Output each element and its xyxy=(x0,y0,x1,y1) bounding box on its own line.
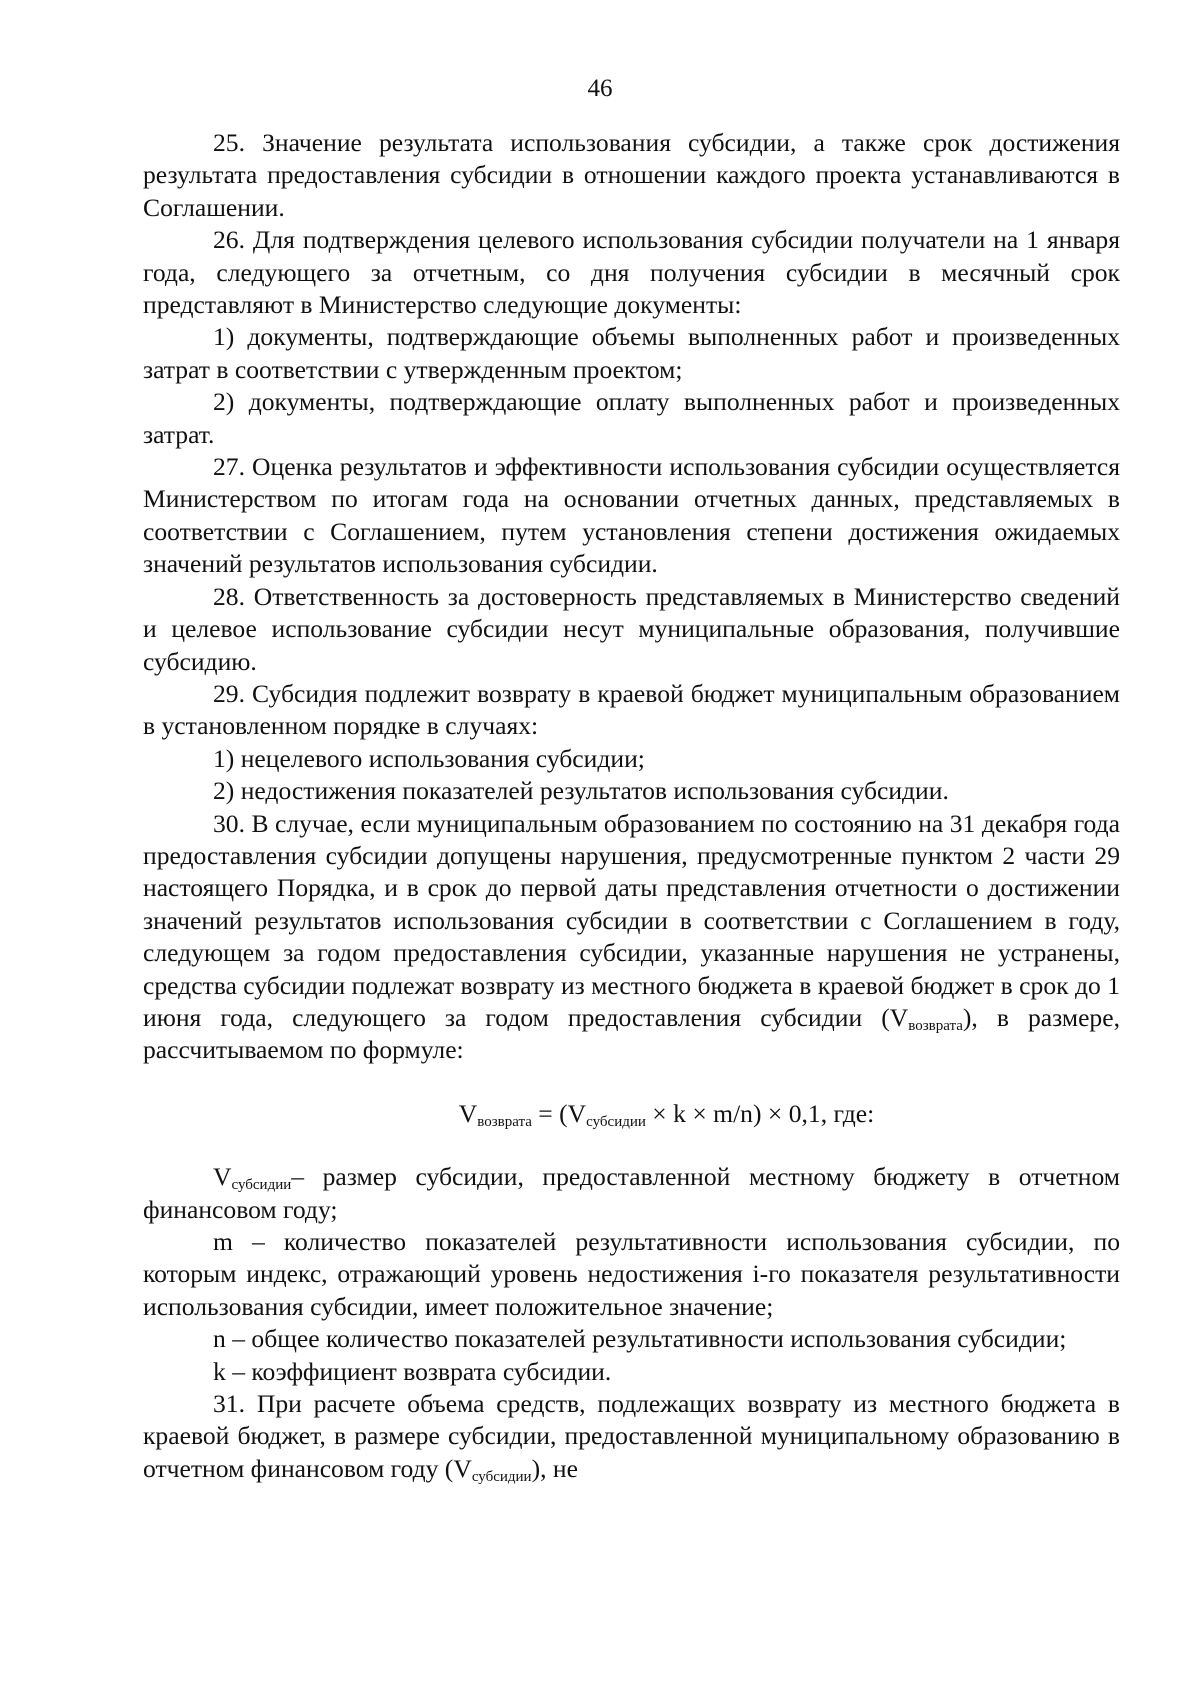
definition-v-subsidy xyxy=(143,1161,1120,1226)
definition-n: n – общее количество показателей результативности использования субсидии; xyxy=(213,1324,1067,1354)
formula-v: V xyxy=(458,1098,478,1128)
paragraph-29: 29. Субсидия подлежит возврату в краевой бюджет муниципальным образованием в установленном порядке в случаях: xyxy=(143,678,1120,741)
paragraph-30-subscript: возврата xyxy=(908,1017,963,1034)
paragraph-30 xyxy=(143,808,1120,1067)
paragraph-31-tail: ), не xyxy=(531,1453,578,1483)
paragraph-26-item-1: 1) документы, подтверждающие объемы выполненных работ и произведенных затрат в соответствии с утвержденным проектом; xyxy=(143,322,1120,384)
paragraph-29-item-2: 2) недостижения показателей результатов использования субсидии. xyxy=(213,776,949,806)
paragraph-25: 25. Значение результата использования субсидии, а также срок достижения результата предоставления субсидии в отношении каждого проекта устанавливаются в Соглашении. xyxy=(143,128,1120,222)
paragraph-28: 28. Ответственность за достоверность представляемых в Министерство сведений и целевое использование субсидии несут муниципальные образования, получившие субсидию. xyxy=(143,581,1120,676)
paragraph-29-item-1: 1) нецелевого использования субсидии; xyxy=(213,743,645,773)
return-formula xyxy=(143,1098,1120,1130)
paragraph-26: 26. Для подтверждения целевого использования субсидии получатели на 1 января года, следующего за отчетным, со дня получения субсидии в месячный срок представляют в Министерство следующие документы: xyxy=(143,225,1120,320)
definition-v-symbol: V xyxy=(213,1162,232,1192)
definition-k: k – коэффициент возврата субсидии. xyxy=(213,1356,612,1386)
definition-v-subscript: субсидии xyxy=(231,1177,292,1194)
document-body xyxy=(143,127,1120,1485)
definition-m: m – количество показателей результативности использования субсидии, по которым индекс, отражающий уровень недостижения i-го показателя результативности использования субсидии, имеет положительное значение; xyxy=(143,1227,1120,1321)
definition-v-text: – размер субсидии, предоставленной местному бюджету в отчетном финансовом году; xyxy=(143,1162,1120,1224)
formula-sub-subsidy: субсидии xyxy=(586,1113,646,1130)
page-number: 46 xyxy=(587,75,613,102)
formula-tail: × k × m/n) × 0,1, где: xyxy=(645,1098,875,1128)
paragraph-30-tail: ), в размере, рассчитываемом по формуле: xyxy=(143,1002,1120,1065)
paragraph-31-subscript: субсидии xyxy=(471,1468,532,1485)
paragraph-31-text: 31. При расчете объема средств, подлежащих возврату из местного бюджета в краевой бюджет, в размере субсидии, предоставленной муниципальному образованию в отчетном финансовом году (V xyxy=(143,1389,1120,1483)
paragraph-26-item-2: 2) документы, подтверждающие оплату выполненных работ и произведенных затрат. xyxy=(143,387,1120,449)
paragraph-27: 27. Оценка результатов и эффективности использования субсидии осуществляется Министерством по итогам года на основании отчетных данных, представляемых в соответствии с Соглашением, путем установления степени достижения ожидаемых значений результатов использования субсидии. xyxy=(143,452,1120,579)
paragraph-31 xyxy=(143,1388,1120,1485)
formula-sub-return: возврата xyxy=(477,1113,532,1130)
formula-equals: = (V xyxy=(531,1098,587,1128)
paragraph-30-text: 30. В случае, если муниципальным образованием по состоянию на 31 декабря года предоставления субсидии допущены нарушения, предусмотренные пунктом 2 части 29 настоящего Порядка, и в срок до первой даты представления отчетности о достижении значений результатов использования субсидии в соответствии с Соглашением в году, следующем за годом предоставления субсидии, указанные нарушения не устранены, средства субсидии подлежат возврату из местного бюджета в краевой бюджет в срок до 1 июня года, следующего за годом предоставления субсидии (V xyxy=(143,808,1120,1032)
